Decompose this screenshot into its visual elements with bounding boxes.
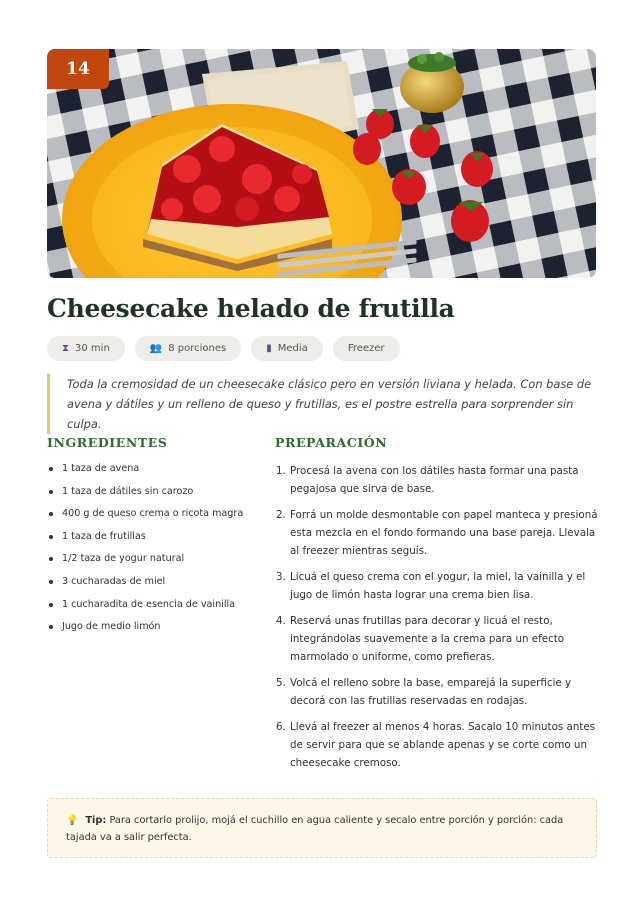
ingredient-item: 1 taza de dátiles sin carozo: [47, 484, 262, 507]
ingredients-list: [47, 461, 262, 642]
step-text: Reservá unas frutillas para decorar y licuá el resto, integrándolas suavemente a la crema para un efecto marmolado o uniforme, como prefieras.: [290, 615, 565, 663]
ingredient-item: 1 taza de avena: [47, 461, 262, 484]
step-text: Procesá la avena con los dátiles hasta formar una pasta pegajosa que sirva de base.: [290, 465, 579, 495]
tip-label: Tip:: [85, 815, 107, 826]
preparation-heading: PREPARACIÓN: [275, 435, 388, 450]
storage-pill: [333, 336, 400, 361]
time-pill: [47, 336, 125, 361]
step-number: 1.: [276, 465, 286, 477]
time-label: 30 min: [75, 343, 110, 354]
step-text: Forrá un molde desmontable con papel manteca y presioná esta mezcla en el fondo formando una base pareja. Llevala al freezer mientras seguís.: [290, 509, 598, 557]
people-icon: 👥: [149, 343, 163, 354]
difficulty-pill: [251, 336, 323, 361]
storage-label: Freezer: [347, 343, 385, 354]
recipe-title: Cheesecake helado de frutilla: [47, 294, 455, 323]
step-number: 6.: [276, 721, 286, 733]
step-number: 3.: [276, 571, 286, 583]
ingredients-heading: INGREDIENTES: [47, 435, 168, 450]
ingredient-item: 1 taza de frutillas: [47, 529, 262, 552]
step-text: Licuá el queso crema con el yogur, la miel, la vainilla y el jugo de limón hasta lograr una crema bien lisa.: [290, 571, 586, 601]
step-text: Volcá el relleno sobre la base, emparejá la superficie y decorá con las frutillas reservadas en rodajas.: [290, 677, 572, 707]
ingredient-item: 1 cucharadita de esencia de vainilla: [47, 597, 262, 620]
bar-chart-icon: ▮: [266, 343, 272, 354]
step-item: [276, 568, 598, 604]
lightbulb-icon: 💡: [66, 815, 79, 826]
step-item: [276, 462, 598, 498]
page-number-badge: 14: [47, 49, 109, 89]
step-item: [276, 506, 598, 560]
tip-text: Para cortarlo prolijo, mojá el cuchillo en agua caliente y secalo entre porción y porción: cada tajada va a salir perfecta.: [66, 815, 564, 843]
step-number: 5.: [276, 677, 286, 689]
recipe-meta: [47, 336, 400, 361]
ingredient-item: 400 g de queso crema o ricota magra: [47, 506, 262, 529]
preparation-steps: [276, 462, 598, 780]
step-text: Llevá al freezer al menos 4 horas. Sacalo 10 minutos antes de servir para que se ablande apenas y se corte como un cheesecake cremoso.: [290, 721, 596, 769]
difficulty-label: Media: [277, 343, 308, 354]
step-item: [276, 718, 598, 772]
ingredient-item: 3 cucharadas de miel: [47, 574, 262, 597]
servings-pill: [135, 336, 241, 361]
step-item: [276, 612, 598, 666]
recipe-photo: [47, 49, 596, 278]
step-number: 2.: [276, 509, 286, 521]
step-item: [276, 674, 598, 710]
ingredient-item: Jugo de medio limón: [47, 619, 262, 642]
hourglass-icon: ⧗: [62, 343, 70, 354]
recipe-intro: Toda la cremosidad de un cheesecake clásico pero en versión liviana y helada. Con base de avena y dátiles y un relleno de queso y frutillas, es el postre estrella para sorprender sin culpa.: [47, 374, 599, 434]
servings-label: 8 porciones: [168, 343, 227, 354]
step-number: 4.: [276, 615, 286, 627]
ingredient-item: 1/2 taza de yogur natural: [47, 551, 262, 574]
tip-box: [47, 798, 597, 858]
